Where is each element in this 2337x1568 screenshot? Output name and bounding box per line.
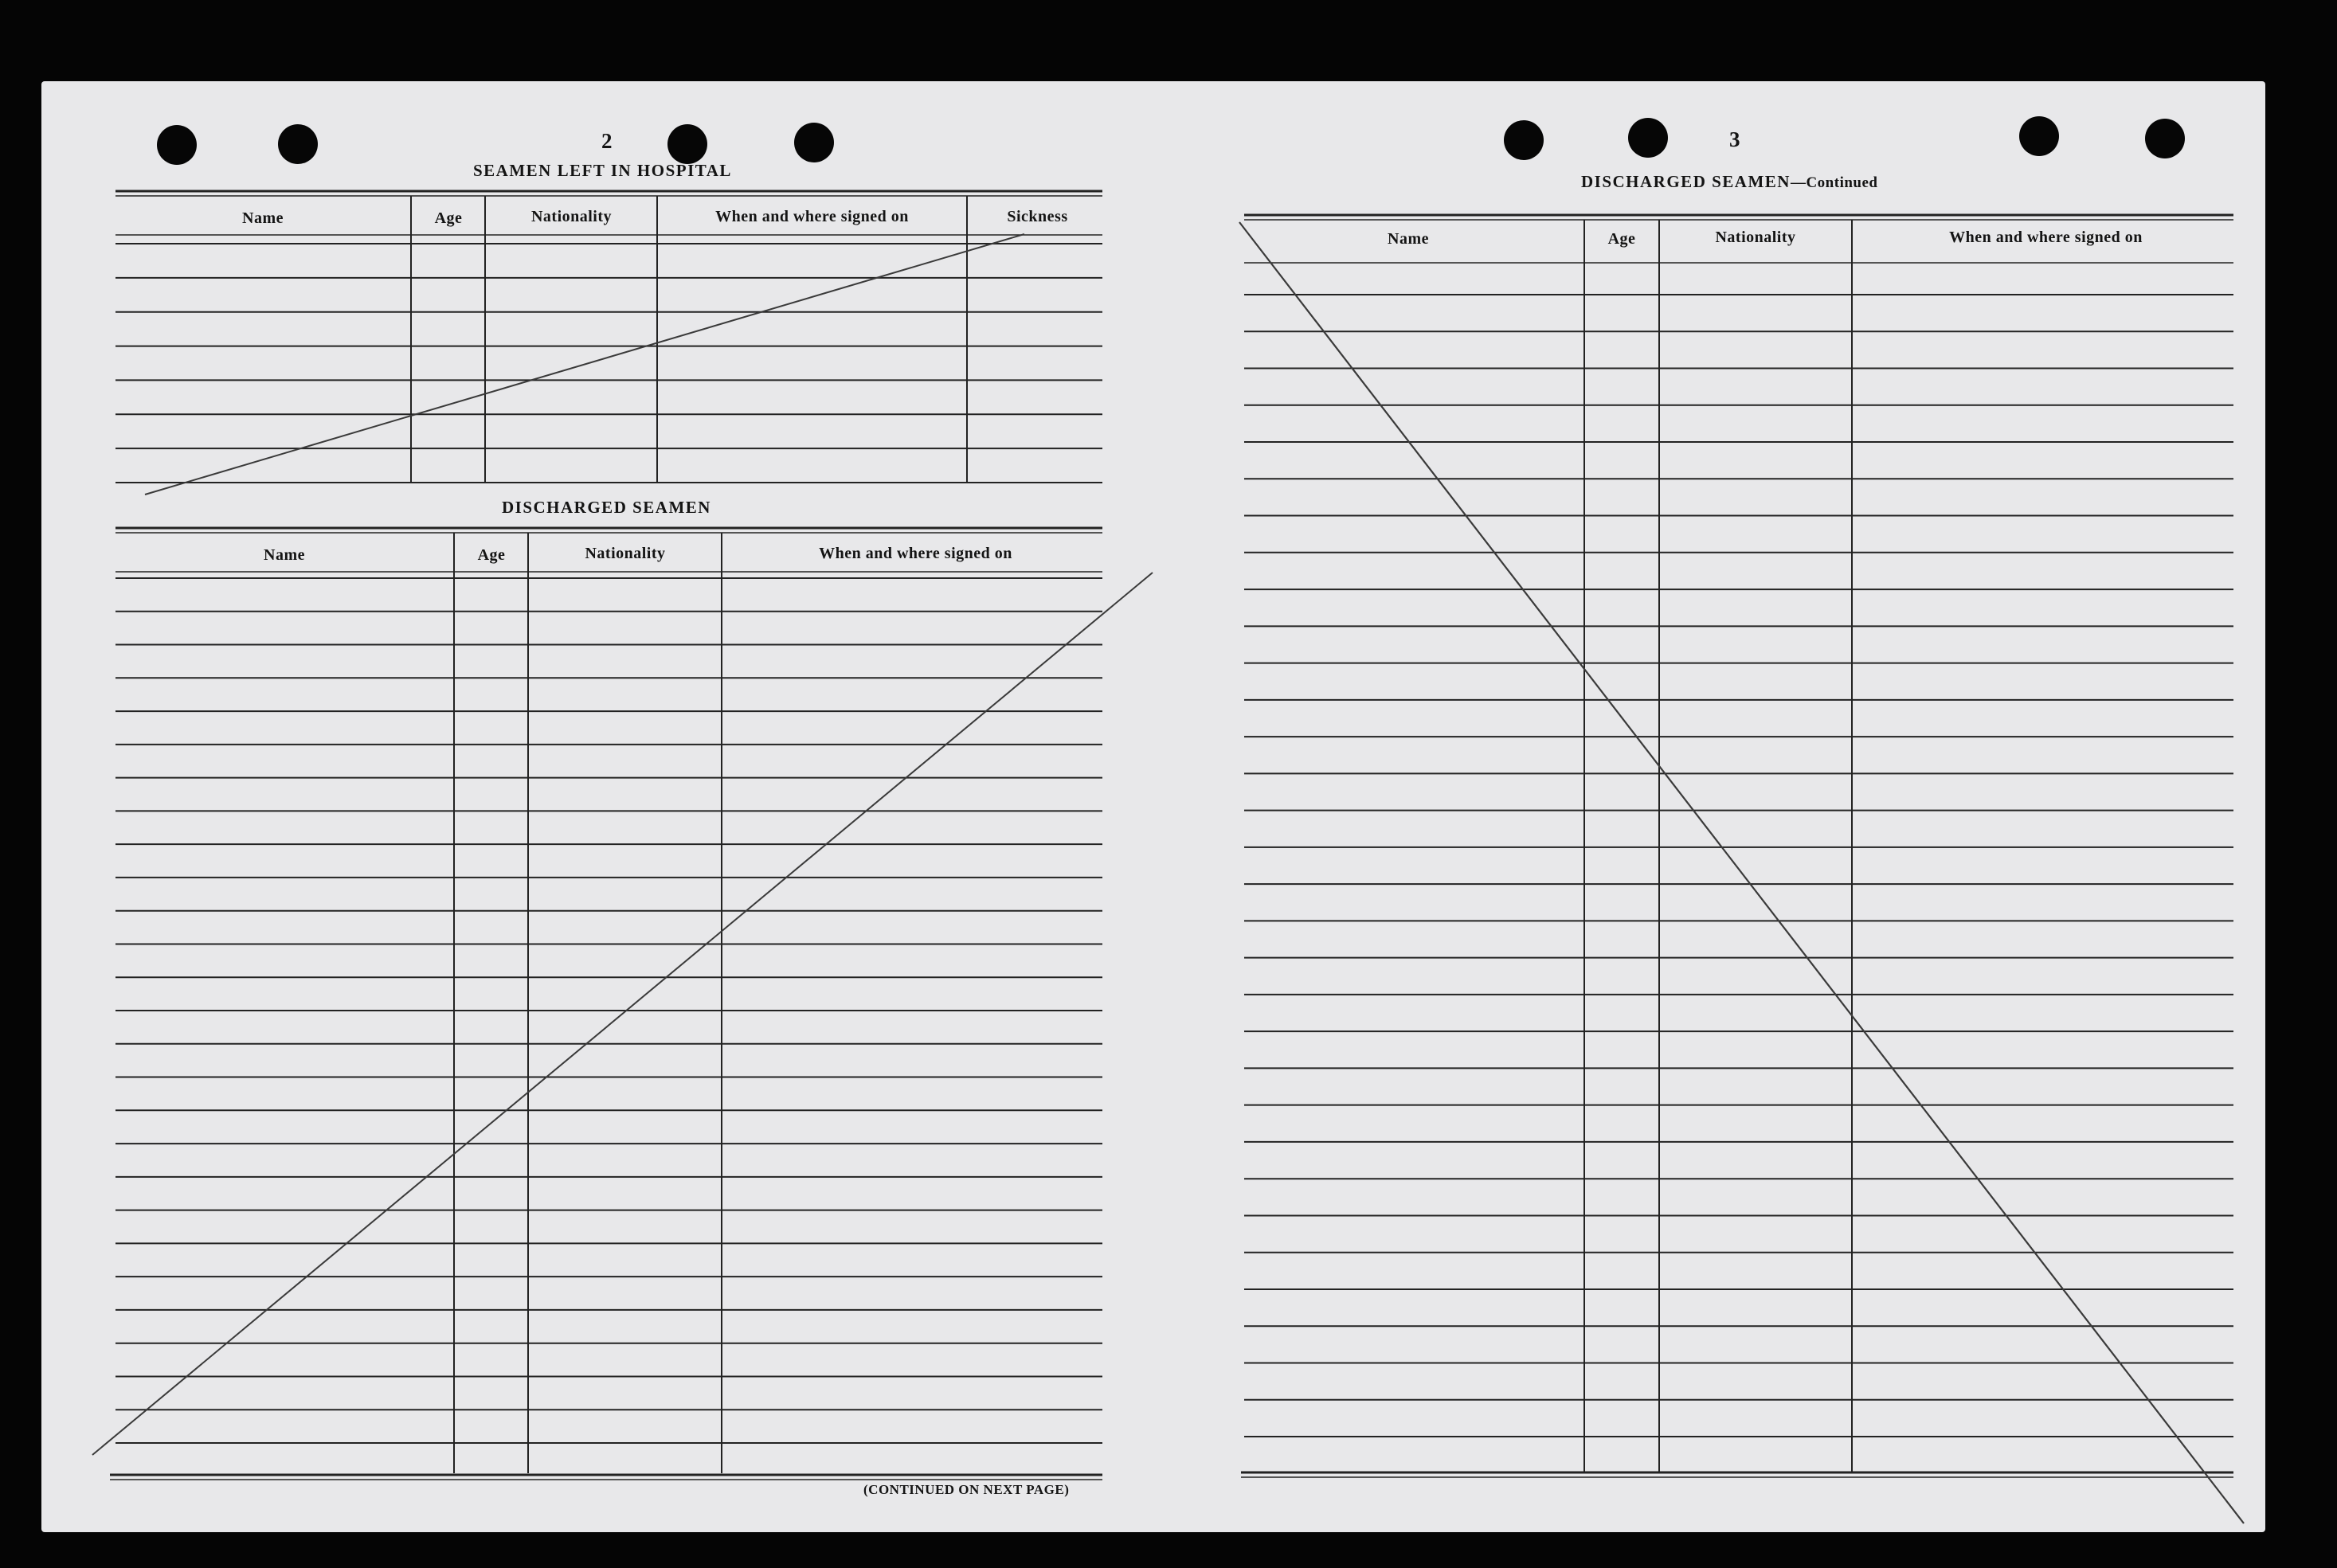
- hospital-section-title: SEAMEN LEFT IN HOSPITAL: [473, 161, 732, 180]
- discharged-col-age: Age: [477, 546, 506, 564]
- page-number-left: 2: [601, 129, 613, 153]
- discharged-section-title: DISCHARGED SEAMEN: [502, 498, 711, 517]
- continued-col-signed-on: When and where signed on: [1949, 229, 2143, 246]
- hospital-col-nationality: Nationality: [530, 208, 613, 225]
- page-number-right: 3: [1729, 127, 1740, 151]
- discharged-continued-title: [1581, 174, 1877, 190]
- hospital-col-age: Age: [434, 209, 463, 227]
- hospital-col-name: Name: [242, 209, 284, 227]
- cancel-stroke: [145, 234, 1024, 495]
- cancel-stroke: [92, 573, 1153, 1455]
- discharged-col-name: Name: [264, 546, 305, 564]
- cancel-stroke: [1239, 222, 2244, 1523]
- continued-col-name: Name: [1388, 230, 1429, 248]
- discharged-col-signed-on: When and where signed on: [819, 545, 1012, 562]
- hospital-col-signed-on: When and where signed on: [715, 208, 909, 225]
- discharged-col-nationality: Nationality: [585, 545, 666, 562]
- hospital-col-sickness: Sickness: [1007, 208, 1068, 225]
- continued-footer: (CONTINUED ON NEXT PAGE): [863, 1482, 1070, 1497]
- discharged-continued-title-main: DISCHARGED SEAMEN: [1581, 172, 1791, 191]
- continued-col-nationality: Nationality: [1715, 229, 1796, 246]
- discharged-continued-suffix: —Continued: [1790, 174, 1878, 191]
- continued-col-age: Age: [1607, 230, 1636, 248]
